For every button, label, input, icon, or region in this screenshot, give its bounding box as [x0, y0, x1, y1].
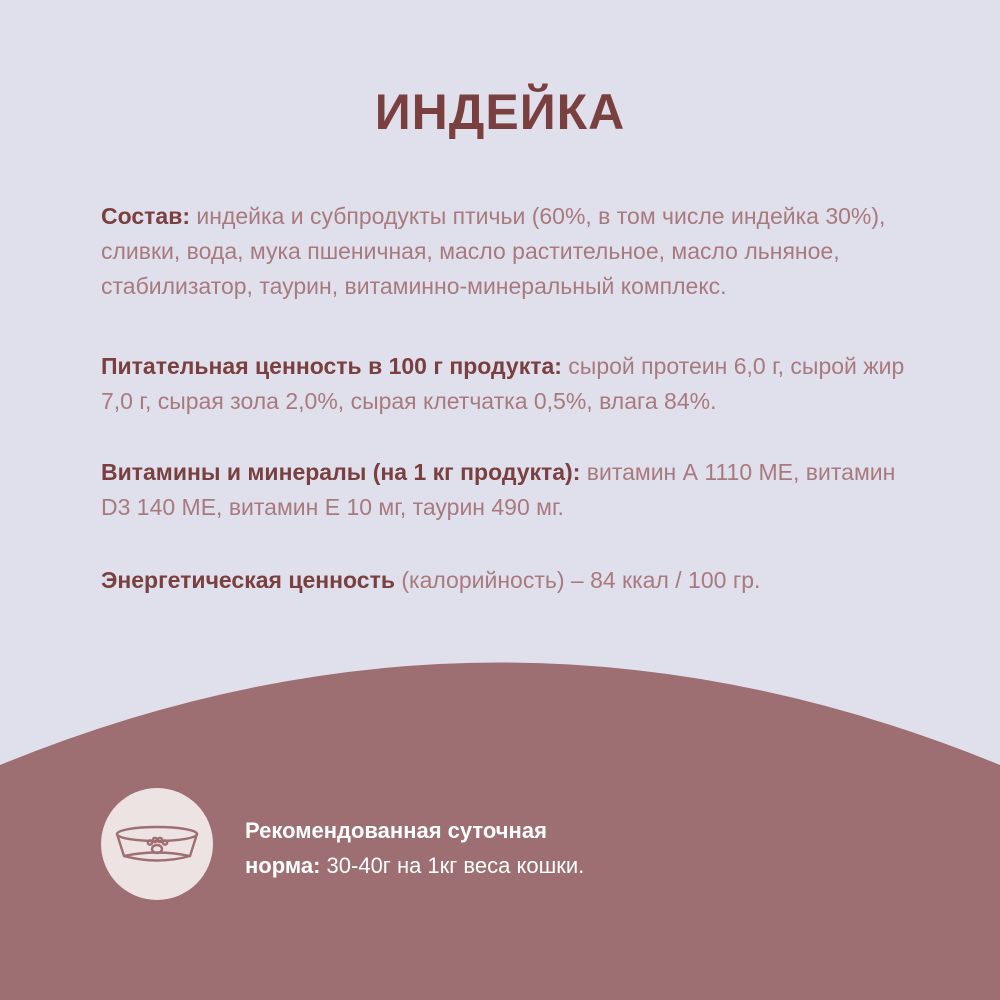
composition-label: Состав:	[101, 203, 191, 229]
composition-text: индейка и субпродукты птичьи (60%, в том числе индейка 30%), сливки, вода, мука пшеничная, масло растительное, масло льняное, стабилизатор, таурин, витаминно-минеральный комплекс.	[101, 203, 886, 299]
daily-norm-block	[245, 813, 845, 883]
daily-norm-label-line1: Рекомендованная суточная	[245, 818, 547, 843]
product-title: ИНДЕЙКА	[374, 84, 626, 140]
nutrition-label: Питательная ценность в 100 г продукта:	[101, 353, 562, 379]
composition-block	[101, 199, 921, 304]
energy-block	[101, 563, 921, 598]
nutrition-text: сырой протеин 6,0 г, сырой жир 7,0 г, сырая зола 2,0%, сырая клетчатка 0,5%, влага 84%.	[101, 353, 905, 414]
vitamins-label: Витамины и минералы (на 1 кг продукта):	[101, 459, 581, 485]
cat-food-bowl-icon	[101, 788, 213, 900]
vitamins-block	[101, 455, 921, 525]
energy-label: Энергетическая ценность	[101, 567, 395, 593]
bowl-icon-circle	[101, 788, 213, 900]
daily-norm-label-line2: норма:	[245, 853, 321, 878]
nutrition-block	[101, 349, 921, 419]
vitamins-text: витамин А 1110 МЕ, витамин D3 140 МЕ, витамин Е 10 мг, таурин 490 мг.	[101, 459, 896, 520]
daily-norm-text: 30-40г на 1кг веса кошки.	[320, 853, 585, 878]
energy-text: (калорийность) – 84 ккал / 100 гр.	[394, 567, 761, 593]
